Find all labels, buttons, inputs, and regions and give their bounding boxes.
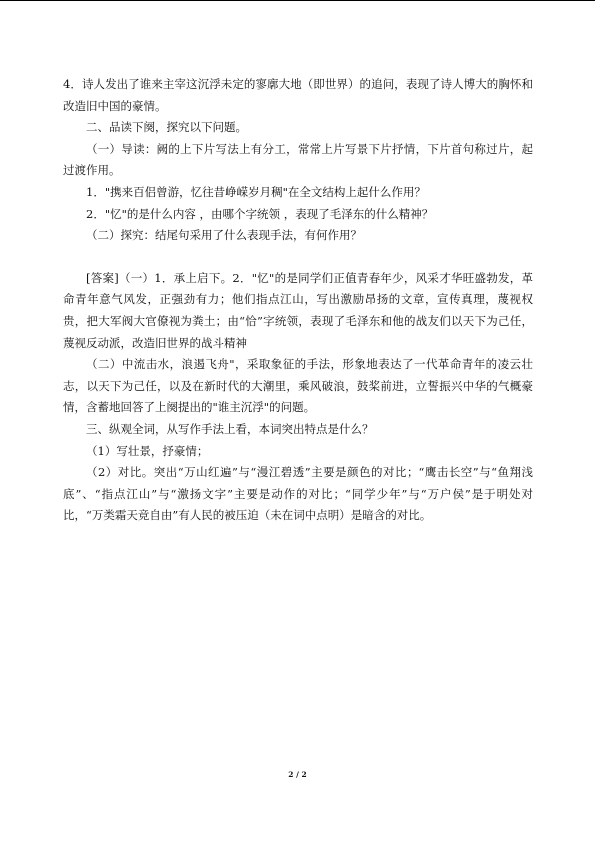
header-rule [0,0,595,1]
question-1: 1．"携来百侣曾游，忆往昔峥嵘岁月稠"在全文结构上起什么作用？ [86,184,426,199]
guide-paragraph: （一）导读：阙的上下片写法上有分工，常常上片写景下片抒情，下片首句称过片，起过渡作用。 [63,141,533,178]
page-number: 2 / 2 [288,770,307,779]
answer-3-2: （2）对比。突出“万山红遍”与“漫江碧透”主要是颜色的对比；“鹰击长空”与“鱼翔浅底”、“指点江山”与“激扬文字”主要是动作的对比；“同学少年”与“万户侯”是于明处对比，“万类霜天竞自由”有人民的被压迫（未在词中点明）是暗含的对比。 [63,465,533,523]
paragraph-point-4: 4．诗人发出了谁来主宰这沉浮未定的寥廓大地（即世界）的追问，表现了诗人博大的胸怀和改造旧中国的豪情。 [63,77,533,113]
document-body [63,74,533,527]
answer-part-2: （二）中流击水，浪遏飞舟"，采取象征的手法，形象地表达了一代革命青年的凌云壮志，以天下为己任，以及在新时代的大潮里，乘风破浪，鼓桨前进，立誓振兴中华的气概豪情，含蓄地回答了上阕提出的"谁主沉浮"的问题。 [63,357,533,415]
question-2: 2．"忆"的是什么内容 ，由哪个字统领 ，表现了毛泽东的什么精神？ [86,206,434,221]
answer-part-1: [答案]（一）1．承上启下。2．"忆"的是同学们正值青春年少，风采才华旺盛勃发，革命青年意气风发，正强劲有力；他们指点江山，写出激励昂扬的文章，宣传真理，蔑视权贵，把大军阀大官僚视为粪土；由“恰”字统领，表现了毛泽东和他的战友们以天下为己任，蔑视反动派，改造旧世界的战斗精神 [63,270,533,350]
section-3-heading: 三、纵观全词，从写作手法上看，本词突出特点是什么？ [86,421,374,436]
spacer [63,247,533,268]
question-explore: （二）探究：结尾句采用了什么表现手法，有何作用？ [86,228,362,243]
answer-3-1: （1）写壮景，抒豪情； [86,443,209,458]
section-2-heading: 二、品读下阕，探究以下问题。 [86,120,247,135]
